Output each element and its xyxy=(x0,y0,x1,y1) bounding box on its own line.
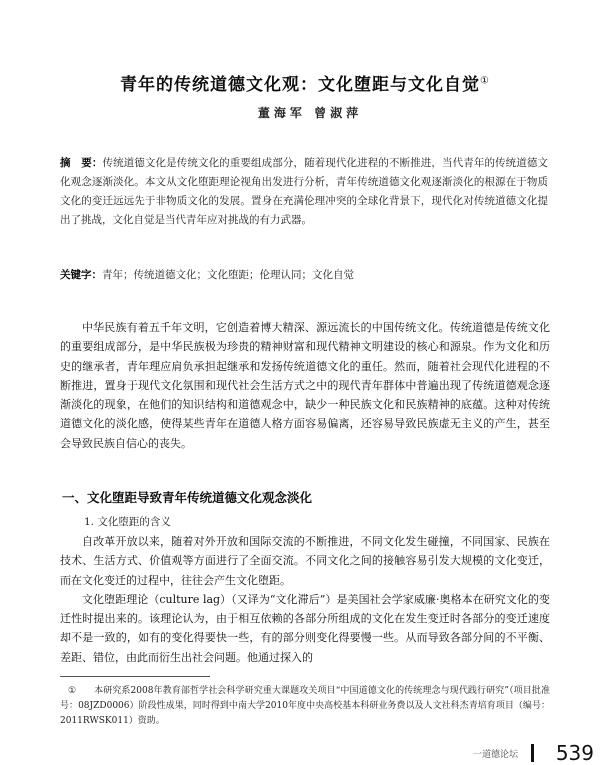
page-number: 539 xyxy=(555,741,594,765)
abstract-label: 摘 要： xyxy=(60,157,103,169)
footnote-divider xyxy=(60,676,210,677)
title-footnote-mark: ① xyxy=(480,75,490,87)
section-heading: 一、文化堕距导致青年传统道德文化观念淡化 xyxy=(62,490,313,505)
keywords-text: 青年；传统道德文化；文化堕距；伦理认同；文化自觉 xyxy=(102,269,354,281)
footnote xyxy=(60,684,550,729)
subsection-heading: 1. 文化堕距的含义 xyxy=(84,516,171,528)
article-title xyxy=(60,70,550,95)
footnote-mark: ① xyxy=(68,686,77,696)
intro-section xyxy=(60,318,550,453)
body-paragraph: 自改革开放以来，随着对外开放和国际交流的不断推进，不同文化发生碰撞，不同国家、民族在技术、生活方式、价值观等方面进行了全面交流。不同文化之间的接触容易引发大规模的文化变迁，而在文化变迁的过程中，往往会产生文化堕距。 xyxy=(60,535,550,587)
keywords xyxy=(60,266,548,284)
section-body xyxy=(60,532,550,667)
footnote-text: 本研究系2008年教育部哲学社会科学研究重大课题攻关项目“中国道德文化的传统理念与现代践行研究”（项目批准号：08JZD0006）阶段性成果，同时得到中南大学2010年度中央高校基本科研业务费以及人文社科杰青培育项目（编号：2011RWSK011）资助。 xyxy=(60,686,550,726)
keywords-label: 关键字： xyxy=(60,269,102,281)
body-paragraph: 文化堕距理论（culture lag）（又译为“文化滞后”）是美国社会学家威廉·奥格本在研究文化的变迁性时提出来的。该理论认为，由于相互依赖的各部分所组成的文化在发生变迁时各部分的变迁速度却不是一致的，如有的变化得要快一些，有的部分则变化得要慢一些。从而导致各部分间的不平衡、差距、错位，由此而衍生出社会问题。他通过探入的 xyxy=(60,592,550,664)
title-text: 青年的传统道德文化观：文化堕距与文化自觉 xyxy=(120,75,481,95)
footer-divider-bar xyxy=(531,744,534,762)
journal-name: 一道德论坛 xyxy=(472,750,518,760)
abstract xyxy=(60,154,548,230)
intro-paragraph: 中华民族有着五千年文明，它创造着博大精深、源远流长的中国传统文化。传统道德是传统文化的重要组成部分，是中华民族极为珍贵的精神财富和现代精神文明建设的核心和源泉。作为文化和历史的继承者，青年理应肩负承担起继承和发扬传统道德文化的重任。然而，随着社会现代化进程的不断推进，置身于现代文化氛围和现代社会生活方式之中的现代青年群体中普遍出现了传统道德观念逐渐淡化的现象，在他们的知识结构和道德观念中，缺少一种民族文化和民族精神的底蕴。这种对传统道德文化的淡化感，使得某些青年在道德人格方面容易偏离，还容易导致民族虚无主义的产生，甚至会导致民族自信心的丧失。 xyxy=(60,321,550,450)
abstract-text: 传统道德文化是传统文化的重要组成部分，随着现代化进程的不断推进，当代青年的传统道德文化观念逐渐淡化。本文从文化堕距理论视角出发进行分析，青年传统道德文化观逐渐淡化的根源在于物质文化的变迁远远先于非物质文化的发展。置身在充满伦理冲突的全球化背景下，现代化对传统道德文化提出了挑战，文化自觉是当代青年应对挑战的有力武器。 xyxy=(60,157,549,226)
article-authors: 董海军 曾淑萍 xyxy=(257,106,363,120)
